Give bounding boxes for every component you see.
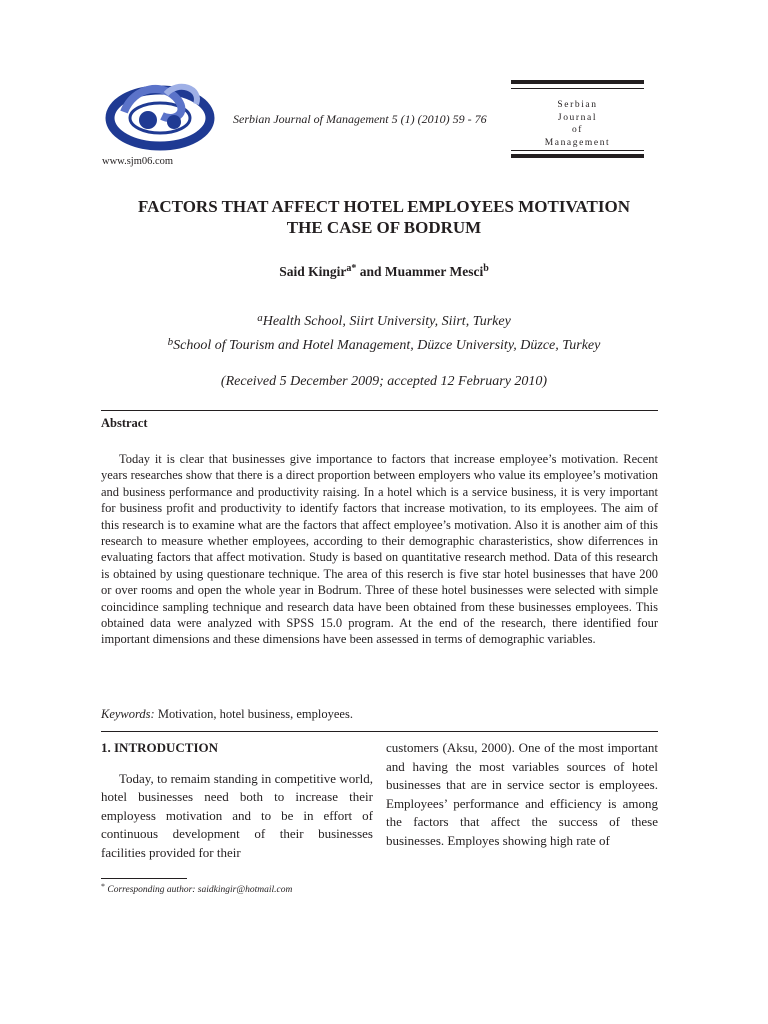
abstract-heading: Abstract [101, 416, 148, 430]
keywords-label: Keywords: [101, 707, 155, 721]
affiliation-text: Health School, Siirt University, Siirt, Turkey [262, 314, 511, 329]
journal-citation: Serbian Journal of Management 5 (1) (2010) 59 - 76 [233, 112, 487, 126]
corresponding-author-footnote [101, 882, 292, 895]
journal-masthead [511, 80, 644, 156]
masthead-title: Serbian Journal of Management [544, 100, 611, 148]
body-paragraph: Today, to remaim standing in competitive world, hotel businesses need both to increase their employess motivation and to be in effort of continuous development of their businesses facilities provided for their [101, 770, 373, 860]
divider [101, 410, 658, 411]
masthead-rule-bottom-thin [511, 150, 644, 151]
author-name: Muammer Mesci [384, 264, 484, 279]
footnote-mark: * [101, 882, 105, 891]
affiliation-b [60, 336, 708, 354]
affiliation-text: School of Tourism and Hotel Management, Düzce University, Düzce, Turkey [173, 338, 601, 353]
section-heading: 1. INTRODUCTION [101, 740, 219, 755]
author-affiliation-mark: a* [346, 263, 357, 274]
author-name: Said Kingir [279, 264, 347, 279]
affiliation-mark: b [167, 336, 174, 348]
body-column-left [101, 739, 373, 862]
keywords-list: Motivation, hotel business, employees. [154, 707, 353, 721]
article-title: FACTORS THAT AFFECT HOTEL EMPLOYEES MOTIVATION THE CASE OF BODRUM [137, 197, 630, 237]
journal-logo-icon [104, 82, 216, 154]
author-separator: and [356, 264, 385, 279]
footnote-divider [101, 878, 187, 879]
received-dates: (Received 5 December 2009; accepted 12 February 2010) [220, 374, 548, 389]
divider [101, 731, 658, 732]
masthead-rule-top-thick [511, 80, 644, 84]
footnote-text: Corresponding author: saidkingir@hotmail.com [105, 885, 293, 895]
masthead-rule-top-thin [511, 88, 644, 89]
abstract-text: Today it is clear that businesses give importance to factors that increase employee’s motivation. Recent years researches show that there is a direct proportion between employers who value its employee’s motivation and business performance and productivity raising. In a hotel which is a service business, it is very important for business profit and productivity to identify factors that increase motivation, to its employees. The aim of this research is to examine what are the factors that affect employee’s motivation. Also it is another aim of this research to measure whether employees, according to their demographic charasteristics, show diferrences in evaluating factors that affect motivation. Study is based on quantitative research method. Data of this research is obtained by using questionare technique. The area of this reserch is five star hotel businesses that have 200 or over rooms and open the whole year in Bodrum. Three of these hotel businesses were selected with simple coincidince sampling technique and research data have been obtained from these businesses employees. This obtained data were analyzed with SPSS 15.0 program. At the end of the research, there identified four important dimensions and these dimensions have been assessed in terms of demographic variables. [101, 452, 658, 647]
keywords [101, 707, 353, 722]
affiliation-a [60, 312, 708, 330]
article-authors [60, 263, 708, 280]
author-affiliation-mark: b [483, 263, 489, 274]
journal-website-url[interactable]: www.sjm06.com [102, 156, 174, 167]
affiliation-mark: a [257, 312, 263, 324]
body-column-right: customers (Aksu, 2000). One of the most important and having the most variables sources of hotel businesses that are in service sector is employees. Employees’ performance and efficiency is among the factors that affect the success of these businesses. Employes showing high rate of [386, 740, 658, 848]
masthead-rule-bottom-thick [511, 154, 644, 158]
